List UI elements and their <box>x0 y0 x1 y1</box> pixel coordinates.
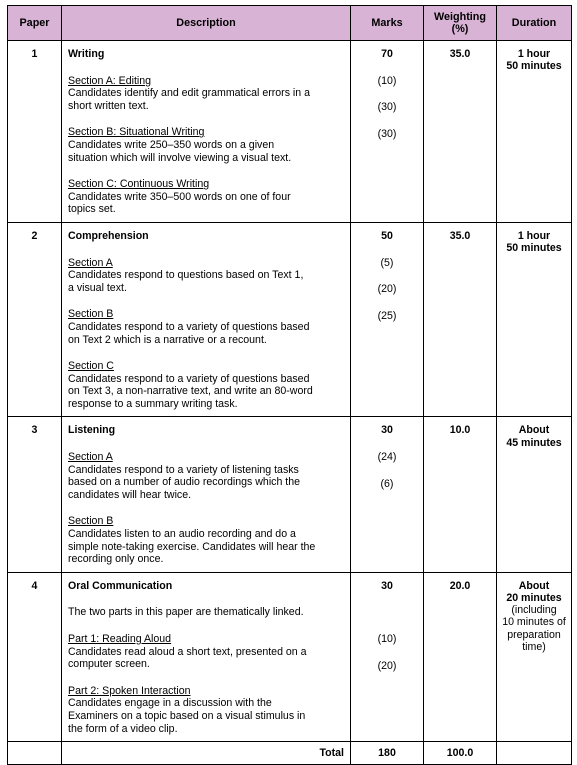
section-title: Section B <box>68 515 114 528</box>
section-marks-block <box>351 310 423 323</box>
marks-spacer <box>351 606 423 619</box>
section-title: Part 1: Reading Aloud <box>68 633 172 645</box>
section-marks-block <box>351 660 423 673</box>
header-weighting-line2: (%) <box>451 23 469 35</box>
section-marks: (6) <box>380 477 394 490</box>
section-marks-block <box>351 451 423 464</box>
section-text-line: Candidates engage in a discussion with the <box>68 697 272 710</box>
paper-marks-total: 30 <box>381 579 393 592</box>
paper-marks-total: 30 <box>381 424 393 437</box>
section-text-line: a visual text. <box>68 281 127 294</box>
section-text-line: Candidates respond to a variety of listening tasks <box>68 463 299 476</box>
paper-number: 4 <box>8 572 62 741</box>
duration-line: 45 minutes <box>506 436 562 449</box>
table-body <box>8 41 572 742</box>
section-text-line: Candidates write 350–500 words on one of four <box>68 190 291 203</box>
header-duration: Duration <box>497 6 572 41</box>
section-title: Section A: Editing <box>68 74 152 87</box>
section-text-line: based on a number of audio recordings which the <box>68 476 301 489</box>
paper-weighting: 10.0 <box>424 417 497 572</box>
paper-number: 3 <box>8 417 62 572</box>
section-marks: (30) <box>377 127 397 140</box>
total-weighting: 100.0 <box>424 742 497 765</box>
section-text-line: on Text 3, a non-narrative text, and write an 80-word <box>68 385 313 398</box>
paper-description <box>62 41 351 223</box>
paper-marks <box>351 222 424 417</box>
paper-title: Listening <box>68 424 116 437</box>
section-title: Part 2: Spoken Interaction <box>68 684 191 697</box>
paper-row <box>8 41 572 223</box>
section-title: Section A <box>68 451 113 464</box>
duration-line: 1 hour <box>517 48 551 60</box>
section-text-line: Candidates respond to questions based on Text 1, <box>68 269 304 282</box>
header-row <box>8 6 572 41</box>
section-title: Section B <box>68 308 114 321</box>
section-text-line: Candidates read aloud a short text, presented on a <box>68 645 307 658</box>
paper-row <box>8 222 572 417</box>
duration-line: About <box>518 579 550 592</box>
section-text-line: Candidates listen to an audio recording and do a <box>68 528 296 541</box>
paper-marks-total: 50 <box>381 229 393 242</box>
section-title: Section C: Continuous Writing <box>68 178 210 191</box>
paper-weighting: 35.0 <box>424 41 497 223</box>
section-marks-block <box>351 75 423 88</box>
duration-line: 50 minutes <box>506 60 562 73</box>
section-marks-block <box>351 101 423 114</box>
duration-line: 20 minutes <box>506 592 562 605</box>
section-text-line: simple note-taking exercise. Candidates will hear the <box>68 540 316 553</box>
paper-weighting: 20.0 <box>424 572 497 741</box>
paper-duration <box>497 222 572 417</box>
total-label: Total <box>62 742 351 765</box>
paper-title: Comprehension <box>68 229 149 242</box>
total-duration-empty <box>497 742 572 765</box>
paper-duration <box>497 417 572 572</box>
duration-line: About <box>518 424 550 437</box>
total-empty-cell <box>8 742 62 765</box>
section-marks-block <box>351 257 423 270</box>
paper-description <box>62 572 351 741</box>
section-marks: (5) <box>380 256 394 269</box>
header-weighting <box>424 6 497 41</box>
paper-intro: The two parts in this paper are thematically linked. <box>68 606 304 619</box>
paper-weighting: 35.0 <box>424 222 497 417</box>
section-block <box>68 633 344 671</box>
duration-note-line: preparation <box>507 628 561 641</box>
header-weighting-line1: Weighting <box>434 11 486 23</box>
section-title: Section A <box>68 256 113 269</box>
section-text-line: the form of a video clip. <box>68 722 178 735</box>
section-block <box>68 360 344 410</box>
duration-note-line: (including <box>511 604 557 617</box>
exam-structure-table <box>7 5 572 765</box>
section-text-line: Candidates respond to a variety of questions based <box>68 372 310 385</box>
section-marks: (20) <box>377 659 397 672</box>
duration-note-line: 10 minutes of <box>502 616 566 629</box>
section-block <box>68 685 344 735</box>
section-block <box>68 515 344 565</box>
section-block <box>68 451 344 501</box>
duration-note-line: time) <box>522 640 546 653</box>
paper-row <box>8 417 572 572</box>
section-text-line: Candidates write 250–350 words on a given <box>68 138 275 151</box>
section-marks-block <box>351 633 423 646</box>
paper-marks <box>351 41 424 223</box>
total-row <box>8 742 572 765</box>
duration-line: 1 hour <box>517 229 551 242</box>
paper-duration <box>497 572 572 741</box>
section-marks: (25) <box>377 309 397 322</box>
section-text-line: Candidates identify and edit grammatical errors in a <box>68 87 311 100</box>
paper-marks-total: 70 <box>381 48 393 60</box>
section-block <box>68 178 344 216</box>
paper-number: 1 <box>8 41 62 223</box>
section-text-line: candidates will hear twice. <box>68 488 192 501</box>
section-marks-block <box>351 478 423 491</box>
paper-row <box>8 572 572 741</box>
section-block <box>68 257 344 295</box>
section-title: Section C <box>68 360 114 373</box>
section-block <box>68 126 344 164</box>
paper-duration <box>497 41 572 223</box>
section-text-line: computer screen. <box>68 658 150 671</box>
section-text-line: recording only once. <box>68 553 164 566</box>
header-marks: Marks <box>351 6 424 41</box>
section-text-line: situation which will involve viewing a visual text. <box>68 151 292 164</box>
section-marks: (20) <box>377 283 397 296</box>
total-marks: 180 <box>351 742 424 765</box>
header-paper: Paper <box>8 6 62 41</box>
section-text-line: Candidates respond to a variety of questions based <box>68 320 310 333</box>
header-description: Description <box>62 6 351 41</box>
section-marks: (24) <box>377 451 397 464</box>
section-marks-block <box>351 128 423 141</box>
section-marks: (30) <box>377 101 397 114</box>
section-text-line: short written text. <box>68 99 149 112</box>
section-text-line: topics set. <box>68 203 116 216</box>
paper-title: Oral Communication <box>68 579 173 592</box>
section-block <box>68 308 344 346</box>
paper-description <box>62 222 351 417</box>
duration-line: 50 minutes <box>506 242 562 255</box>
section-block <box>68 75 344 113</box>
section-text-line: response to a summary writing task. <box>68 397 238 410</box>
paper-title: Writing <box>68 48 105 60</box>
section-text-line: on Text 2 which is a narrative or a recount. <box>68 333 267 346</box>
paper-marks <box>351 572 424 741</box>
section-title: Section B: Situational Writing <box>68 126 205 139</box>
paper-number: 2 <box>8 222 62 417</box>
section-marks-block <box>351 283 423 296</box>
paper-marks <box>351 417 424 572</box>
section-marks: (10) <box>377 633 397 645</box>
section-text-line: Examiners on a topic based on a visual stimulus in <box>68 709 306 722</box>
paper-description <box>62 417 351 572</box>
section-marks: (10) <box>377 74 397 87</box>
